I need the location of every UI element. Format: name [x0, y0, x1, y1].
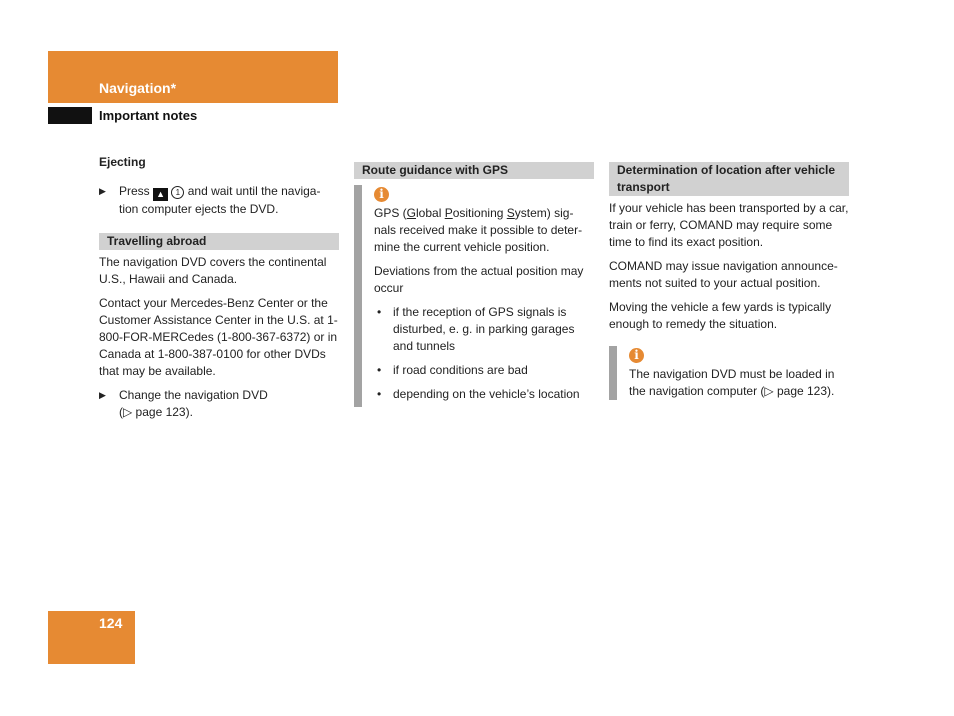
location-paragraph-3: Moving the vehicle a few yards is typically enough to remedy the situation. — [609, 300, 832, 331]
eject-key-icon: ▲ — [153, 188, 168, 201]
arrow-right-icon: ▶ — [99, 390, 106, 400]
list-item: • if road conditions are bad — [377, 363, 528, 377]
page-number: 124 — [99, 615, 123, 631]
change-dvd-instruction — [99, 387, 339, 421]
list-item: • depending on the vehicle’s location — [377, 387, 580, 401]
gps-info-box — [354, 185, 594, 407]
travelling-abroad-heading: Travelling abroad — [99, 233, 339, 250]
eject-instruction — [99, 183, 339, 218]
travel-paragraph-1: The navigation DVD covers the continental U.S., Hawaii and Canada. — [99, 255, 327, 286]
list-item: • if the reception of GPS signals is disturbed, e. g. in parking garages and tunnels — [377, 305, 575, 353]
column-right — [609, 162, 849, 402]
location-paragraph-1: If your vehicle has been transported by a car, train or ferry, COMAND may require some time to find its exact position. — [609, 201, 849, 249]
change-dvd-line2: (▷ page 123). — [119, 405, 193, 419]
eject-press-text: Press — [119, 184, 150, 198]
info-icon: i — [629, 348, 644, 363]
chapter-header-bar — [48, 51, 338, 103]
chapter-title: Navigation* — [99, 80, 177, 96]
bullet-icon: • — [377, 387, 382, 401]
info-bar — [354, 185, 362, 407]
arrow-right-icon: ▶ — [99, 186, 106, 196]
bullet-icon: • — [377, 305, 382, 319]
dvd-info-text: The navigation DVD must be loaded in the navigation computer (▷ page 123). — [629, 367, 835, 398]
dvd-info-box — [609, 346, 849, 400]
callout-number-icon: 1 — [171, 186, 184, 199]
section-title: Important notes — [99, 108, 198, 123]
bullet-icon: • — [377, 363, 382, 377]
section-marker — [48, 107, 92, 124]
ejecting-heading: Ejecting — [99, 155, 146, 169]
info-bar — [609, 346, 617, 400]
travel-paragraph-2: Contact your Mercedes-Benz Center or the Customer Assistance Center in the U.S. at 1-800-FOR-MERCedes (1-800-367-6372) or in Canada at 1-800-387-0100 for other DVDs that may be available. — [99, 296, 338, 378]
column-middle — [354, 162, 594, 407]
column-left — [99, 154, 339, 428]
change-dvd-line1: Change the navigation DVD — [119, 388, 268, 402]
location-determination-heading: Determination of location after vehicle transport — [609, 162, 849, 196]
gps-paragraph: GPS (Global Positioning System) sig-nals received make it possible to deter-mine the current vehicle position. — [374, 206, 583, 254]
deviation-paragraph: Deviations from the actual position may occur — [374, 264, 584, 295]
route-guidance-heading: Route guidance with GPS — [354, 162, 594, 179]
eject-rest-text: and wait until the naviga-tion computer ejects the DVD. — [119, 184, 321, 216]
info-icon: i — [374, 187, 389, 202]
location-paragraph-2: COMAND may issue navigation announce-ments not suited to your actual position. — [609, 259, 838, 290]
